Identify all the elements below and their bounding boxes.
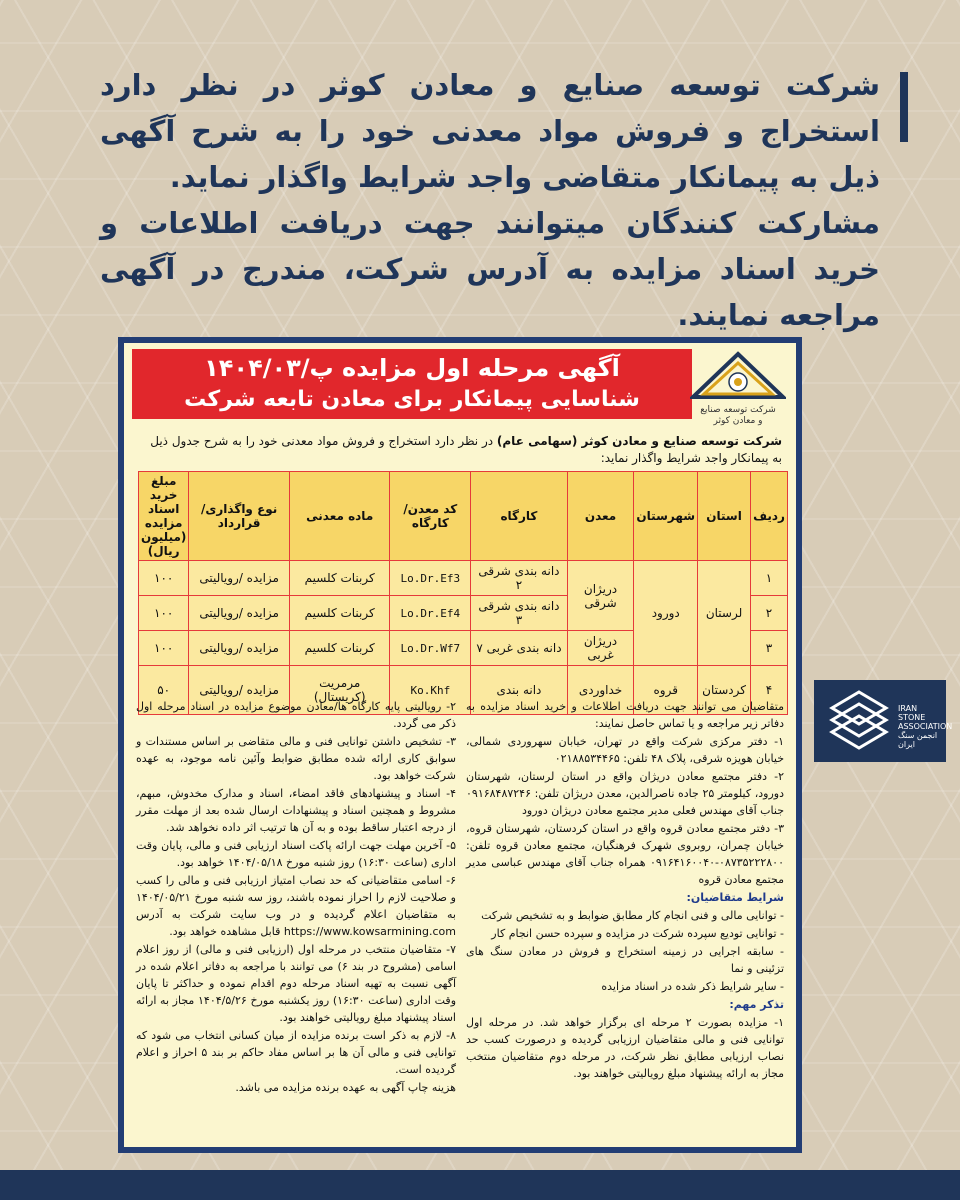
intro-company-name: شرکت توسعه صنایع و معادن کوثر (سهامی عام)	[496, 434, 782, 448]
right-text-column	[466, 698, 784, 1083]
mine-cell: خداوردی	[567, 666, 634, 715]
note-item: ۷- متقاضیان منتخب در مرحله اول (ارزیابی فنی و مالی) از روز اعلام اسامی (مشروح در بند ۶) می توانند با مراجعه به دفاتر اعلام شده در آگهی نسبت به تهیه اسناد مرحله دوم اقدام نموده و حداکثر تا پایان وقت اداری (ساعت ۱۶:۳۰) روز یکشنبه مورخ ۱۴۰۴/۵/۲۶ مجاز به ارائه اسناد پیشنهاد مبلغ رویالیتی خواهند بود.	[136, 943, 456, 1024]
mineral-cell: کربنات کلسیم	[289, 631, 390, 666]
company-logo	[690, 351, 786, 429]
contact-intro: متقاضیان می توانند جهت دریافت اطلاعات و خرید اسناد مزایده به دفاتر زیر مراجعه و یا تماس حاصل نمایند:	[466, 700, 784, 730]
note-item: ۱- مزایده بصورت ۲ مرحله ای برگزار خواهد شد. در مرحله اول توانایی فنی و مالی متقاضیان ارزیابی گردیده و درصورت کسب حد نصاب ارزیابی مطابق نظر شرکت، در مرحله دوم متقاضیان منتخب مجاز به ارائه پیشنهاد مبلغ رویالیتی خواهند بود.	[466, 1016, 785, 1080]
code-cell: Lo.Dr.Ef4	[390, 596, 471, 631]
header-row-number: ردیف	[751, 472, 788, 561]
left-text-column	[136, 698, 456, 1097]
header-mine: معدن	[567, 472, 634, 561]
header-mineral: ماده معدنی	[289, 472, 390, 561]
title-banner	[132, 349, 692, 419]
header-province: استان	[698, 472, 751, 561]
contact-office-3: ۳- دفتر مجتمع معادن قروه واقع در استان کردستان، شهرستان قروه، خیابان چمران، روبروی شهرک فرهنگیان، مجتمع معادن قروه تلفن: ۰۸۷۳۵۲۲۲۸۰۰-۰۹۱۶۴۱۶۰۰۴۰ همراه جناب آقای مهندس عباسی مدیر مجتمع معادن قروه	[466, 822, 784, 886]
intro-text	[138, 433, 782, 467]
stone-association-logo-icon	[824, 686, 894, 756]
header-mine-code: کد معدن/ کارگاه	[390, 472, 471, 561]
association-line: IRAN	[898, 704, 918, 713]
code-cell: Lo.Dr.Ef3	[390, 561, 471, 596]
workshop-cell: دانه بندی شرقی ۲	[471, 561, 567, 596]
headline-paragraph-1: شرکت توسعه صنایع و معادن کوثر در نظر دارد استخراج و فروش مواد معدنی خود را به شرح آگهی ذیل به پیمانکار متقاضی واجد شرایط واگذار نماید.	[100, 68, 880, 194]
association-line: STONE	[898, 713, 926, 722]
condition-item: - توانایی مالی و فنی انجام کار مطابق ضوابط و به تشخیص شرکت	[481, 909, 784, 922]
notes-heading: تذکر مهم:	[729, 998, 784, 1011]
condition-item: - توانایی تودیع سپرده شرکت در مزایده و سپرده حسن انجام کار	[491, 927, 784, 940]
logo-text-line-1: شرکت توسعه صنایع	[700, 405, 776, 415]
note-item: ۵- آخرین مهلت جهت ارائه پاکت اسناد ارزیابی فنی و مالی، پایان وقت اداری (ساعت ۱۶:۳۰) روز شنبه مورخ ۱۴۰۴/۰۵/۱۸ خواهد بود.	[136, 839, 456, 869]
auction-table	[138, 471, 788, 715]
mine-cell: دریژان غربی	[567, 631, 634, 666]
header-contract-type: نوع واگذاری/قرارداد	[189, 472, 290, 561]
county-cell: قروه	[634, 666, 698, 715]
logo-text-line-2: و معادن کوثر	[713, 416, 763, 426]
association-text	[898, 704, 952, 749]
contact-office-1: ۱- دفتر مرکزی شرکت واقع در تهران، خیابان سهروردی شمالی، خیابان هویزه شرقی، پلاک ۴۸ تلفن: ۰۲۱۸۸۵۳۴۴۶۵	[466, 735, 784, 765]
table-header-row	[139, 472, 788, 561]
condition-item: - سابقه اجرایی در زمینه استخراج و فروش در معادن سنگ های تزئینی و نما	[466, 945, 784, 975]
code-cell: Lo.Dr.Wf7	[390, 631, 471, 666]
row-number: ۱	[751, 561, 788, 596]
contract-type-cell: مزایده /رویالیتی	[189, 631, 290, 666]
mineral-cell: مرمریت (کریستال)	[289, 666, 390, 715]
poster-body	[124, 343, 796, 1147]
province-cell: کردستان	[698, 666, 751, 715]
row-number: ۳	[751, 631, 788, 666]
banner-title: آگهی مرحله اول مزایده پ/۱۴۰۴/۰۳	[204, 354, 620, 382]
table-row	[139, 561, 788, 596]
note-item: ۸- لازم به ذکر است برنده مزایده از میان کسانی انتخاب می شود که توانایی فنی و مالی آن ها بر اساس مفاد حاکم بر بند ۵ احراز و اعلام گردیده است.	[136, 1029, 456, 1076]
mineral-cell: کربنات کلسیم	[289, 561, 390, 596]
association-badge	[814, 680, 953, 762]
condition-item: - سایر شرایط ذکر شده در اسناد مزایده	[601, 980, 784, 993]
headline-accent-bar	[900, 72, 908, 142]
bottom-bar	[0, 1170, 960, 1200]
header-county: شهرستان	[634, 472, 698, 561]
row-number: ۴	[751, 666, 788, 715]
note-item: ۶- اسامی متقاضیانی که حد نصاب امتیاز ارزیابی فنی و مالی را کسب و صلاحیت لازم را احراز نموده باشند، روز سه شنبه مورخ ۱۴۰۴/۰۵/۲۱ به متقاضیان اعلام گردیده و در وب سایت شرکت به آدرس https://www.kowsarmining.com قابل مشاهده خواهد بود.	[136, 874, 456, 938]
intro-rest: در نظر دارد استخراج و فروش مواد معدنی خود را به شرح جدول ذیل به پیمانکار واجد شرایط واگذار نماید:	[150, 434, 782, 465]
contract-type-cell: مزایده /رویالیتی	[189, 561, 290, 596]
contract-type-cell: مزایده /رویالیتی	[189, 666, 290, 715]
workshop-cell: دانه بندی غربی ۷	[471, 631, 567, 666]
mine-cell: دریژان شرقی	[567, 561, 634, 631]
workshop-cell: دانه بندی شرقی ۳	[471, 596, 567, 631]
company-logo-icon	[690, 351, 786, 401]
auction-poster	[118, 337, 802, 1153]
headline-paragraph-2: مشارکت کنندگان میتوانند جهت دریافت اطلاعات و خرید اسناد مزایده به آدرس شرکت، مندرج در آگهی مراجعه نمایند.	[100, 206, 880, 332]
association-line: ASSOCIATION	[898, 722, 953, 731]
fee-cell: ۵۰	[139, 666, 189, 715]
header-document-fee: مبلغ خرید اسناد مزایده (میلیون ریال)	[139, 472, 189, 561]
note-item: ۳- تشخیص داشتن توانایی فنی و مالی متقاضی بر اساس مستندات و سوابق کاری ارائه شده مطابق ضوابط وآئین نامه موجود، به عهده شرکت خواهد بود.	[136, 735, 456, 782]
conditions-heading: شرایط متقاضیان:	[686, 891, 784, 904]
province-cell: لرستان	[698, 561, 751, 666]
print-cost-note: هزینه چاپ آگهی به عهده برنده مزایده می باشد.	[235, 1081, 456, 1094]
headline	[100, 62, 880, 338]
note-item: ۴- اسناد و پیشنهادهای فاقد امضاء، اسناد و مدارک مخدوش، مبهم، مشروط و همچنین اسناد و پیشنهادات ارسال شده بعد از مهلت مقرر از درجه اعتبار ساقط بوده و به آن ها ترتیب اثر داده نخواهد شد.	[136, 787, 456, 834]
header-workshop: کارگاه	[471, 472, 567, 561]
banner-subtitle: شناسایی پیمانکار برای معادن تابعه شرکت	[184, 387, 640, 412]
workshop-cell: دانه بندی	[471, 666, 567, 715]
code-cell: Ko.Khf	[390, 666, 471, 715]
contact-office-2: ۲- دفتر مجتمع معادن دریژان واقع در استان لرستان، شهرستان دورود، کیلومتر ۲۵ جاده ناصرالدین، معدن دریژان تلفن: ۰۹۱۶۸۴۸۷۲۴۶ جناب آقای مهندس فعلی مدیر مجتمع معادن دریژان دورود	[466, 770, 785, 817]
fee-cell: ۱۰۰	[139, 561, 189, 596]
mineral-cell: کربنات کلسیم	[289, 596, 390, 631]
row-number: ۲	[751, 596, 788, 631]
fee-cell: ۱۰۰	[139, 631, 189, 666]
contract-type-cell: مزایده /رویالیتی	[189, 596, 290, 631]
fee-cell: ۱۰۰	[139, 596, 189, 631]
county-cell: دورود	[634, 561, 698, 666]
association-line: انجمن سنگ ایران	[898, 731, 938, 749]
note-item: ۲- رویالیتی پایه کارگاه ها/معادن موضوع مزایده در اسناد مرحله اول ذکر می گردد.	[136, 700, 456, 730]
